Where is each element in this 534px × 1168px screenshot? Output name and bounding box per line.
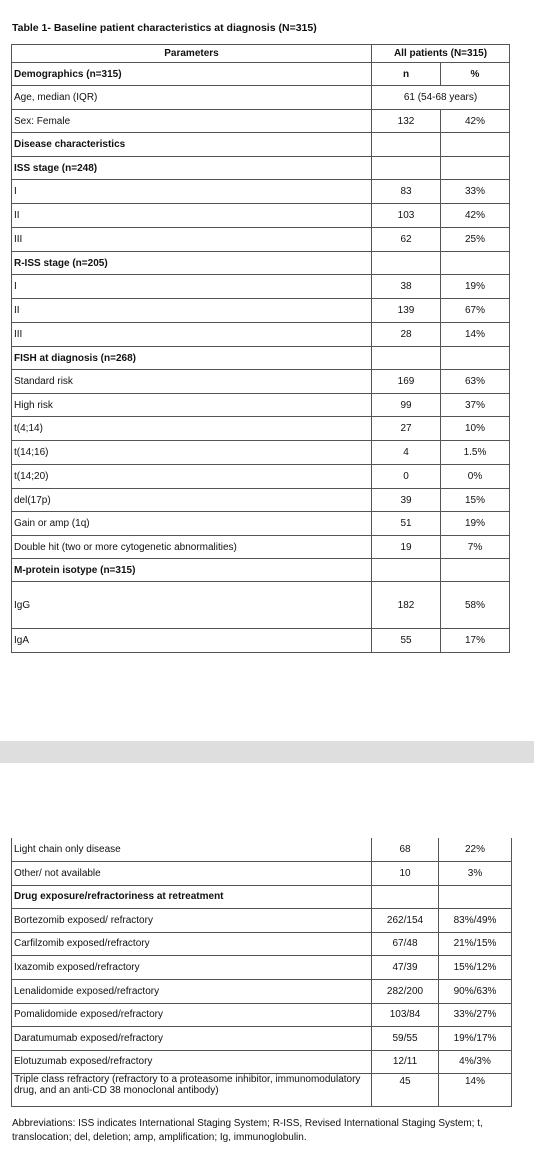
table-row xyxy=(12,299,510,323)
table-row xyxy=(12,63,510,86)
row-count: 169 xyxy=(372,370,441,394)
row-label: IgG xyxy=(12,582,372,629)
table-row xyxy=(12,908,512,932)
row-percent xyxy=(441,157,510,180)
row-label: II xyxy=(12,299,372,323)
row-percent: 17% xyxy=(441,629,510,653)
row-label: IgA xyxy=(12,629,372,653)
row-percent: 1.5% xyxy=(441,441,510,465)
table-row xyxy=(12,86,510,110)
row-count: 45 xyxy=(372,1073,439,1106)
row-label: Pomalidomide exposed/refractory xyxy=(12,1003,372,1026)
table-row xyxy=(12,861,512,885)
row-count: 68 xyxy=(372,838,439,861)
table-row xyxy=(12,838,512,861)
row-label: t(14;16) xyxy=(12,441,372,465)
table-row xyxy=(12,582,510,629)
row-count xyxy=(372,157,441,180)
row-count: 55 xyxy=(372,629,441,653)
abbreviations-footnote: Abbreviations: ISS indicates International Staging System; R-ISS, Revised International Staging System; t, translocation; del, deletion; amp, amplification; Ig, immunoglobulin. xyxy=(12,1118,483,1143)
page-break-band xyxy=(0,741,534,763)
row-percent xyxy=(441,347,510,370)
table-row xyxy=(12,932,512,955)
row-label: I xyxy=(12,275,372,299)
table-row xyxy=(12,228,510,252)
row-percent xyxy=(441,252,510,275)
table-row xyxy=(12,275,510,299)
row-percent: 90%/63% xyxy=(439,979,512,1003)
table-row xyxy=(12,1003,512,1026)
row-percent: 22% xyxy=(439,838,512,861)
table-row xyxy=(12,204,510,228)
table-row xyxy=(12,1073,512,1106)
table-row xyxy=(12,370,510,394)
row-label: Disease characteristics xyxy=(12,133,372,157)
row-count: 59/55 xyxy=(372,1026,439,1050)
row-label: III xyxy=(12,228,372,252)
row-count xyxy=(372,252,441,275)
table-row xyxy=(12,1050,512,1073)
row-count: 132 xyxy=(372,110,441,133)
row-count: 47/39 xyxy=(372,955,439,979)
row-percent xyxy=(441,133,510,157)
row-label: Carfilzomib exposed/refractory xyxy=(12,932,372,955)
row-percent: % xyxy=(441,63,510,86)
row-percent: 19%/17% xyxy=(439,1026,512,1050)
row-count: 39 xyxy=(372,489,441,512)
row-label: Light chain only disease xyxy=(12,838,372,861)
row-percent: 21%/15% xyxy=(439,932,512,955)
row-percent: 14% xyxy=(441,323,510,347)
table-row xyxy=(12,157,510,180)
parameters-header: Parameters xyxy=(12,45,372,63)
row-label: Other/ not available xyxy=(12,861,372,885)
row-count xyxy=(372,885,439,908)
table-row xyxy=(12,347,510,370)
row-percent: 42% xyxy=(441,204,510,228)
table-row xyxy=(12,465,510,489)
baseline-characteristics-table xyxy=(11,44,510,653)
row-label: t(4;14) xyxy=(12,417,372,441)
row-label: III xyxy=(12,323,372,347)
row-label: Ixazomib exposed/refractory xyxy=(12,955,372,979)
row-count: 38 xyxy=(372,275,441,299)
row-percent: 33%/27% xyxy=(439,1003,512,1026)
table-row xyxy=(12,1026,512,1050)
row-label: Bortezomib exposed/ refractory xyxy=(12,908,372,932)
table-row xyxy=(12,323,510,347)
table-row xyxy=(12,180,510,204)
row-label: Demographics (n=315) xyxy=(12,63,372,86)
table-row xyxy=(12,441,510,465)
table-row xyxy=(12,559,510,582)
row-count: 19 xyxy=(372,536,441,559)
row-count: 262/154 xyxy=(372,908,439,932)
row-percent: 10% xyxy=(441,417,510,441)
row-percent: 19% xyxy=(441,275,510,299)
row-count: 182 xyxy=(372,582,441,629)
row-count: n xyxy=(372,63,441,86)
baseline-characteristics-table-continued xyxy=(11,838,512,1107)
row-percent xyxy=(441,559,510,582)
table-header-row xyxy=(12,45,510,63)
table-row xyxy=(12,979,512,1003)
table-row xyxy=(12,110,510,133)
row-count: 83 xyxy=(372,180,441,204)
table-row xyxy=(12,629,510,653)
row-percent: 15% xyxy=(441,489,510,512)
row-count: 10 xyxy=(372,861,439,885)
row-percent: 58% xyxy=(441,582,510,629)
row-percent: 3% xyxy=(439,861,512,885)
row-percent: 37% xyxy=(441,394,510,417)
row-count: 103/84 xyxy=(372,1003,439,1026)
row-label: II xyxy=(12,204,372,228)
table-row xyxy=(12,512,510,536)
table-title: Table 1- Baseline patient characteristics at diagnosis (N=315) xyxy=(12,22,317,34)
row-label: Elotuzumab exposed/refractory xyxy=(12,1050,372,1073)
row-label: Daratumumab exposed/refractory xyxy=(12,1026,372,1050)
row-label: Triple class refractory (refractory to a proteasome inhibitor, immunomodulatory drug, and an anti-CD 38 monoclonal antibody) xyxy=(12,1073,372,1106)
row-count: 99 xyxy=(372,394,441,417)
row-percent: 7% xyxy=(441,536,510,559)
row-percent: 42% xyxy=(441,110,510,133)
row-percent: 4%/3% xyxy=(439,1050,512,1073)
row-label: High risk xyxy=(12,394,372,417)
row-percent xyxy=(439,885,512,908)
row-count: 28 xyxy=(372,323,441,347)
row-percent: 14% xyxy=(439,1073,512,1106)
row-count: 12/11 xyxy=(372,1050,439,1073)
row-percent: 15%/12% xyxy=(439,955,512,979)
row-count: 0 xyxy=(372,465,441,489)
row-merged-value: 61 (54-68 years) xyxy=(372,86,510,110)
row-count xyxy=(372,347,441,370)
table-row xyxy=(12,489,510,512)
row-label: R-ISS stage (n=205) xyxy=(12,252,372,275)
table-row xyxy=(12,536,510,559)
row-percent: 63% xyxy=(441,370,510,394)
table-row xyxy=(12,885,512,908)
row-percent: 67% xyxy=(441,299,510,323)
row-count xyxy=(372,559,441,582)
row-label: Gain or amp (1q) xyxy=(12,512,372,536)
row-count xyxy=(372,133,441,157)
row-count: 67/48 xyxy=(372,932,439,955)
table-row xyxy=(12,252,510,275)
table-row xyxy=(12,955,512,979)
row-label: I xyxy=(12,180,372,204)
row-label: Age, median (IQR) xyxy=(12,86,372,110)
row-percent: 25% xyxy=(441,228,510,252)
row-count: 51 xyxy=(372,512,441,536)
row-label: del(17p) xyxy=(12,489,372,512)
row-label: FISH at diagnosis (n=268) xyxy=(12,347,372,370)
table-row xyxy=(12,394,510,417)
row-label: Sex: Female xyxy=(12,110,372,133)
table-row xyxy=(12,133,510,157)
row-label: Double hit (two or more cytogenetic abnormalities) xyxy=(12,536,372,559)
row-percent: 83%/49% xyxy=(439,908,512,932)
table-row xyxy=(12,417,510,441)
row-label: Drug exposure/refractoriness at retreatment xyxy=(12,885,372,908)
row-percent: 0% xyxy=(441,465,510,489)
row-count: 27 xyxy=(372,417,441,441)
row-count: 4 xyxy=(372,441,441,465)
row-label: ISS stage (n=248) xyxy=(12,157,372,180)
row-count: 282/200 xyxy=(372,979,439,1003)
row-count: 103 xyxy=(372,204,441,228)
row-count: 62 xyxy=(372,228,441,252)
row-percent: 33% xyxy=(441,180,510,204)
row-label: t(14;20) xyxy=(12,465,372,489)
row-count: 139 xyxy=(372,299,441,323)
row-percent: 19% xyxy=(441,512,510,536)
row-label: M-protein isotype (n=315) xyxy=(12,559,372,582)
all-patients-header: All patients (N=315) xyxy=(372,45,510,63)
row-label: Standard risk xyxy=(12,370,372,394)
row-label: Lenalidomide exposed/refractory xyxy=(12,979,372,1003)
